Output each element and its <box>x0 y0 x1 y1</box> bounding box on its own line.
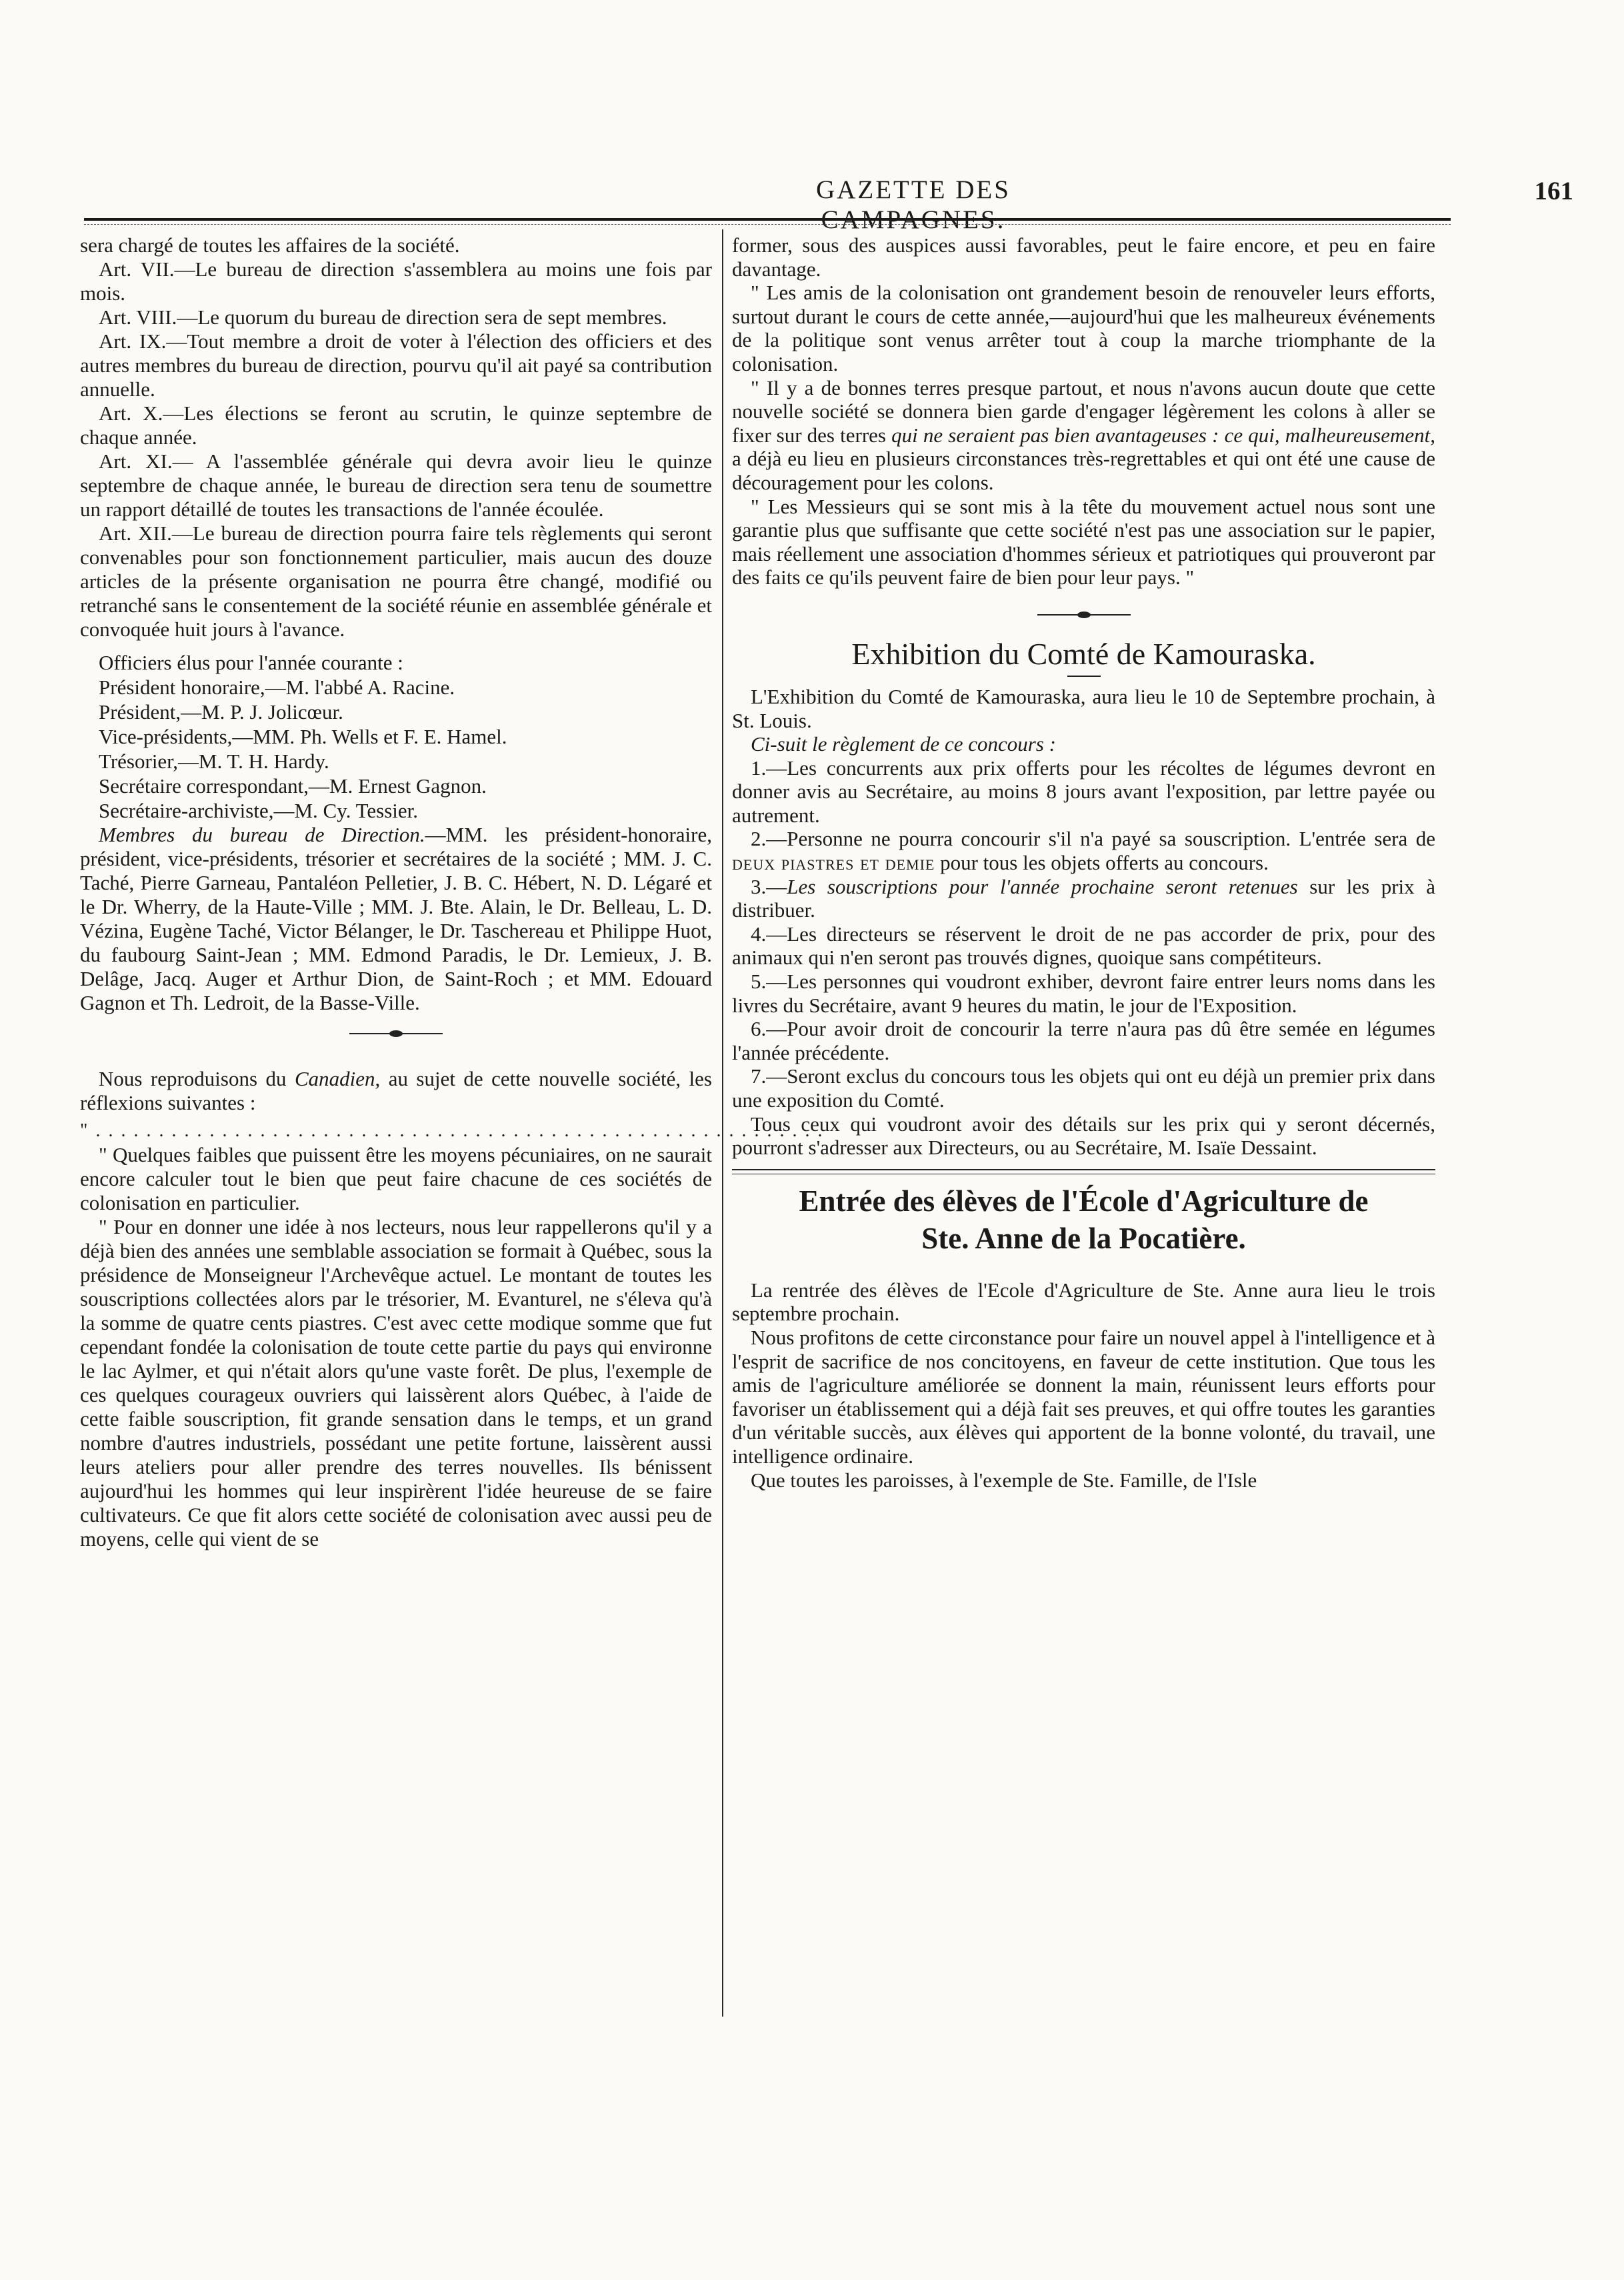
rule-item <box>732 875 1435 922</box>
ecole-heading <box>732 1182 1435 1257</box>
right-column <box>732 233 1435 1492</box>
left-column <box>80 233 831 1551</box>
article-vii: Art. VII.—Le bureau de direction s'assemblera au moins une fois par mois. <box>80 257 712 305</box>
article-ix: Art. IX.—Tout membre a droit de voter à l'élection des officiers et des autres membres du bureau de direction, pourvu qu'il ait payé sa contribution annuelle. <box>80 329 712 401</box>
members-paragraph <box>80 823 712 1015</box>
continuation-paragraph: " Les Messieurs qui se sont mis à la tête du mouvement actuel nous sont une garantie plus que suffisante que cette société n'est pas une association sur le papier, mais réellement une association d'hommes sérieux et patriotiques qui prouveront par des faits ce qu'ils peuvent faire de bien pour leur pays. " <box>732 494 1435 590</box>
continuation-paragraph <box>732 376 1435 495</box>
ecole-paragraph: La rentrée des élèves de l'Ecole d'Agriculture de Ste. Anne aura lieu le trois septembre prochain. <box>732 1278 1435 1326</box>
newspaper-name: Canadien <box>294 1067 375 1090</box>
heading-rule <box>1067 676 1101 677</box>
page-number: 161 <box>1534 177 1573 205</box>
dotted-ellipsis <box>80 1119 831 1143</box>
dots: .......................................................... <box>95 1120 831 1141</box>
text: 3.— <box>751 874 787 898</box>
quote-mark: " <box>80 1120 96 1141</box>
repro-text: , au sujet de cette nouvelle société, les réflexions suivantes : <box>80 1067 712 1114</box>
article-x: Art. X.—Les élections se feront au scrutin, le quinze septembre de chaque année. <box>80 401 712 449</box>
section-ornament <box>80 1015 712 1051</box>
continuation-paragraph: former, sous des auspices aussi favorables, peut le faire encore, et peu en faire davantage. <box>732 233 1435 281</box>
section-double-rule <box>732 1169 1435 1174</box>
running-head: GAZETTE DES CAMPAGNES. <box>816 175 1011 234</box>
officers-list <box>80 675 712 823</box>
officer-item: Secrétaire correspondant,—M. Ernest Gagnon. <box>99 774 487 798</box>
repro-text: Nous reproduisons du <box>99 1067 295 1090</box>
ecole-paragraph: Nous profitons de cette circonstance pour faire un nouvel appel à l'intelligence et à l'esprit de sacrifice de nos concitoyens, en faveur de cette institution. Que tous les amis de l'agriculture améliorée se donnent la main, réunissent leurs efforts pour favoriser un établissement qui a déjà fait ses preuves, et qui offre toutes les garanties d'un véritable succès, aux élèves qui apportent de la bonne volonté, du travail, une intelligence ordinaire. <box>732 1325 1435 1468</box>
section-ornament <box>732 596 1435 632</box>
quote-paragraph: " Quelques faibles que puissent être les moyens pécuniaires, on ne saurait encore calculer tout le bien que peut faire chacune de ces sociétés de colonisation en particulier. <box>80 1143 712 1214</box>
emphasis: qui ne seraient pas bien avantageuses : ce qui, malheureusement, <box>891 423 1435 447</box>
officer-item: Vice-présidents,—MM. Ph. Wells et F. E. Hamel. <box>99 725 507 748</box>
kamouraska-intro: L'Exhibition du Comté de Kamouraska, aura lieu le 10 de Septembre prochain, à St. Louis. <box>732 684 1435 732</box>
text: pour tous les objets offerts au concours. <box>935 851 1269 875</box>
quote-paragraph: " Pour en donner une idée à nos lecteurs, nous leur rappellerons qu'il y a déjà bien des années une semblable association se formait à Québec, sous la présidence de Monseigneur l'Archevêque actuel. Le montant de toutes les souscriptions collectées alors par le trésorier, M. Evanturel, ne s'éleva qu'à la somme de quatre cents piastres. C'est avec cette modique somme que fut cependant fondée la colonisation de toute cette partie du pays qui environne le lac Aylmer, et qui n'était alors qu'une vaste forêt. De plus, l'exemple de ces quelques courageux ouvriers qui laissèrent alors Québec, à l'aide de cette faible souscription, fit grande sensation dans le temps, et un grand nombre d'autres industriels, possédant une petite fortune, laissèrent aussi leurs ateliers pour aller prendre des terres nouvelles. Ils bénissent aujourd'hui les hommes qui leur inspirèrent l'idée heureuse de se faire cultivateurs. Ce que fit alors cette société de colonisation avec aussi peu de moyens, celle qui vient de se <box>80 1215 712 1550</box>
ecole-heading-line: Entrée des élèves de l'École d'Agriculture de <box>799 1184 1369 1218</box>
small-caps: deux piastres et demie <box>732 851 935 875</box>
article-xii: Art. XII.—Le bureau de direction pourra faire tels règlements qui seront convenables pour son fonctionnement particulier, mais aucun des douze articles de la présente organisation ne pourra être changé, modifié ou retranché sans le consentement de la société réunie en assemblée générale et convoquée huit jours à l'avance. <box>80 521 712 641</box>
officers-intro: Officiers élus pour l'année courante : <box>99 651 403 674</box>
reproduction-intro <box>80 1067 712 1115</box>
members-label: Membres du bureau de Direction. <box>99 823 425 846</box>
continuation-paragraph: " Les amis de la colonisation ont grandement besoin de renouveler leurs efforts, surtout durant le cours de cette année,—aujourd'hui que les malheureux événements de la politique sont venus arrêter tout à coup la marche triomphante de la colonisation. <box>732 281 1435 375</box>
rule-item: 4.—Les directeurs se réservent le droit de ne pas accorder de prix, pour des animaux qui n'en seront pas trouvés dignes, quoique sans compétiteurs. <box>732 922 1435 970</box>
rule-item: 1.—Les concurrents aux prix offerts pour les récoltes de légumes devront en donner avis au Secrétaire, au moins 8 jours avant l'exposition, par lettre payée ou autrement. <box>732 756 1435 827</box>
officer-item: Secrétaire-archiviste,—M. Cy. Tessier. <box>99 799 419 822</box>
kamouraska-heading: Exhibition du Comté de Kamouraska. <box>851 636 1316 671</box>
rules-heading: Ci-suit le règlement de ce concours : <box>751 732 1056 756</box>
article-viii: Art. VIII.—Le quorum du bureau de direction sera de sept membres. <box>99 305 667 329</box>
text: 2.—Personne ne pourra concourir s'il n'a payé sa souscription. L'entrée sera de <box>751 827 1435 851</box>
emphasis: Les souscriptions pour l'année prochaine seront retenues <box>787 874 1298 898</box>
rule-item: 6.—Pour avoir droit de concourir la terre n'aura pas dû être semée en légumes l'année précédente. <box>732 1017 1435 1064</box>
header-rule-dashed <box>84 224 1451 225</box>
kamouraska-close: Tous ceux qui voudront avoir des détails sur les prix qui y seront décernés, pourront s'adresser aux Directeurs, ou au Secrétaire, M. Isaïe Dessaint. <box>732 1112 1435 1160</box>
article-xi: Art. XI.— A l'assemblée générale qui devra avoir lieu le quinze septembre de chaque année, le bureau de direction sera tenu de soumettre un rapport détaillé de toutes les transactions de l'année écoulée. <box>80 449 712 521</box>
article-line: sera chargé de toutes les affaires de la société. <box>80 233 460 257</box>
rule-item: 5.—Les personnes qui voudront exhiber, devront faire entrer leurs noms dans les livres du Secrétaire, avant 9 heures du matin, le jour de l'Exposition. <box>732 970 1435 1017</box>
rule-item: 7.—Seront exclus du concours tous les objets qui ont eu déjà un premier prix dans une exposition du Comté. <box>732 1064 1435 1112</box>
officer-item: Trésorier,—M. T. H. Hardy. <box>99 750 329 773</box>
officer-item: Président,—M. P. J. Jolicœur. <box>99 700 343 724</box>
text: " Il y a de bonnes terres presque partout, et nous n'avons aucun doute que cette nouvelle société se donnera bien garde d'engager légèrement les colons à aller se fixer sur des terres <box>732 375 1435 447</box>
ecole-heading-line: Ste. Anne de la Pocatière. <box>921 1221 1246 1255</box>
header-rule <box>84 218 1451 221</box>
officer-item: Président honoraire,—M. l'abbé A. Racine. <box>99 676 455 699</box>
rule-item <box>732 827 1435 874</box>
ecole-paragraph: Que toutes les paroisses, à l'exemple de Ste. Famille, de l'Isle <box>751 1468 1257 1492</box>
text: sur les prix à distribuer. <box>732 874 1435 922</box>
members-text: —MM. les président-honoraire, président, vice-présidents, trésorier et secrétaires de la société ; MM. J. C. Taché, Pierre Garneau, Pantaléon Pelletier, J. B. C. Hébert, N. D. Légaré et le Dr. Wherry, de la Haute-Ville ; MM. J. Bte. Alain, le Dr. Belleau, L. D. Vézina, Eugène Taché, Victor Bélanger, le Dr. Taschereau et Philippe Huot, du faubourg Saint-Jean ; MM. Edmond Paradis, le Dr. Lemieux, J. B. Delâge, Jacq. Auger et Arthur Dion, de Saint-Roch ; et MM. Edouard Gagnon et Th. Ledroit, de la Basse-Ville. <box>80 823 713 1014</box>
text: a déjà eu lieu en plusieurs circonstances très-regrettables et qui ont été une cause de découragement pour les colons. <box>732 447 1435 494</box>
